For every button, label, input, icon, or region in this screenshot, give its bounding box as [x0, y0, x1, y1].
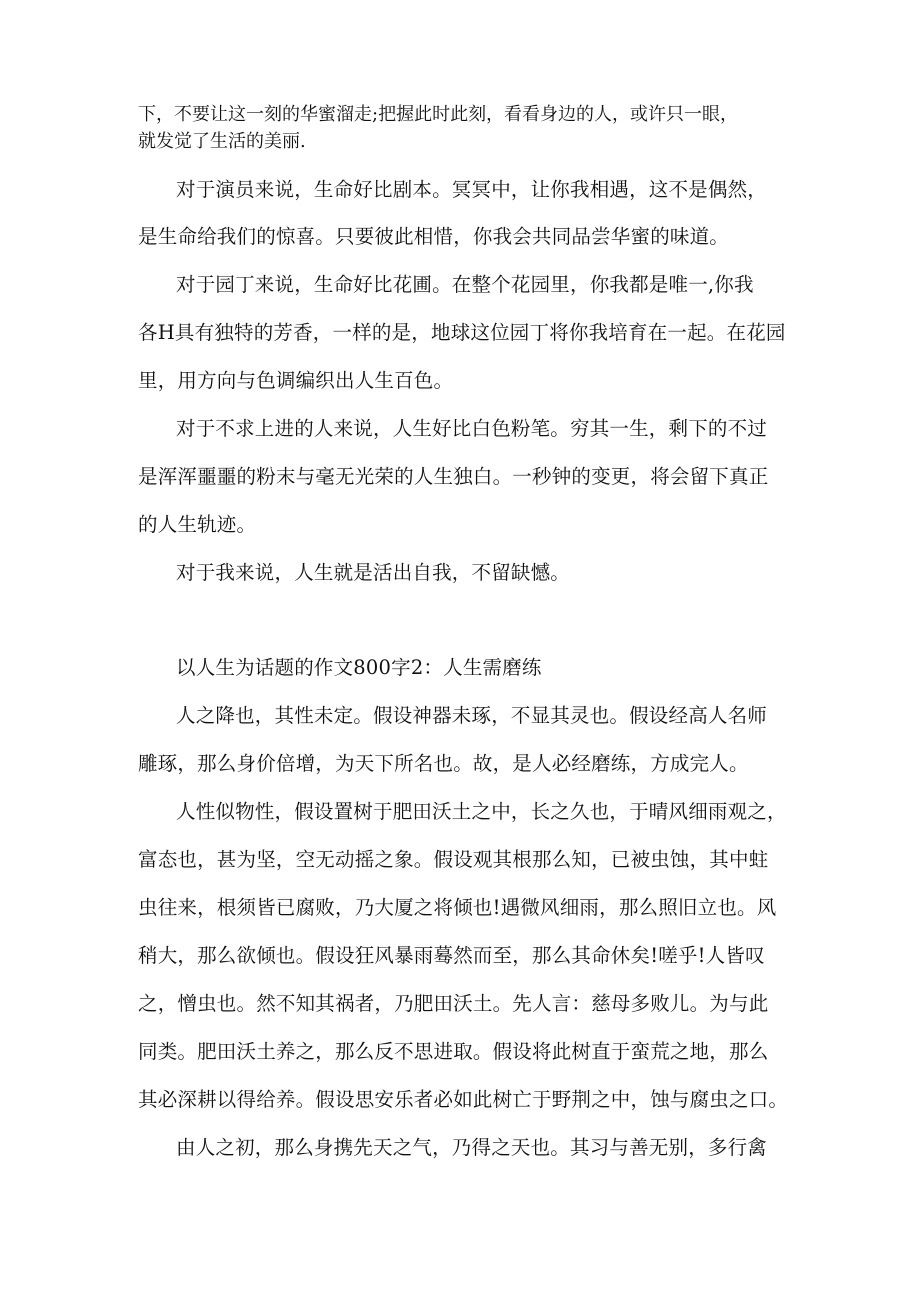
- text-line: 对于不求上进的人来说，人生好比白色粉笔。穷其一生，剩下的不过: [176, 417, 768, 440]
- text-line: 同类。肥田沃土养之，那么反不思进取。假设将此树直于蛮荒之地，那么: [138, 1040, 769, 1063]
- text-line: 人之降也，其性未定。假设神器未琢，不显其灵也。假设经高人名师: [176, 704, 768, 727]
- text-line: 虫往来，根须皆已腐败，乃大厦之将倾也!遇微风细雨，那么照旧立也。风: [138, 896, 777, 919]
- text-line: 就发觉了生活的美丽.: [138, 131, 306, 152]
- text-line: 之，憎虫也。然不知其祸者，乃肥田沃土。先人言：慈母多败儿。为与此: [138, 992, 769, 1015]
- text-line: 下，不要让这一刻的华蜜溜走;把握此时此刻，看看身边的人，或许只一眼，: [138, 104, 739, 125]
- text-line: 里，用方向与色调编织出人生百色。: [138, 369, 454, 392]
- text-line: 的人生轨迹。: [138, 513, 257, 536]
- text-line: 雕琢，那么身价倍增，为天下所名也。故，是人必经磨练，方成完人。: [138, 752, 749, 775]
- text-line: 其必深耕以得给养。假设思安乐者必如此树亡于野荆之中，蚀与腐虫之口。: [138, 1088, 789, 1111]
- text-line: 各H具有独特的芳香，一样的是，地球这位园丁将你我培育在一起。在花园: [138, 321, 786, 344]
- text-line: 人性似物性，假设置树于肥田沃土之中，长之久也，于晴风细雨观之，: [176, 800, 787, 823]
- text-line: 对于演员来说，生命好比剧本。冥冥中，让你我相遇，这不是偶然，: [176, 178, 768, 201]
- text-line: 对于园丁来说，生命好比花圃。在整个花园里，你我都是唯一,你我: [176, 273, 754, 296]
- text-line: 富态也，甚为坚，空无动摇之象。假设观其根那么知，已被虫蚀，其中蛀: [138, 848, 769, 871]
- text-line: 是浑浑噩噩的粉末与毫无光荣的人生独白。一秒钟的变更，将会留下真正: [138, 465, 769, 488]
- section-heading: 以人生为话题的作文800字2：人生需磨练: [176, 656, 542, 679]
- text-line: 由人之初，那么身携先天之气，乃得之天也。其习与善无别，多行禽: [176, 1136, 768, 1159]
- text-line: 稍大，那么欲倾也。假设狂风暴雨蓦然而至，那么其命休矣!嗟乎!人皆叹: [138, 944, 765, 967]
- text-line: 是生命给我们的惊喜。只要彼此相惜，你我会共同品尝华蜜的味道。: [138, 225, 730, 248]
- text-line: 对于我来说，人生就是活出自我，不留缺憾。: [176, 561, 571, 584]
